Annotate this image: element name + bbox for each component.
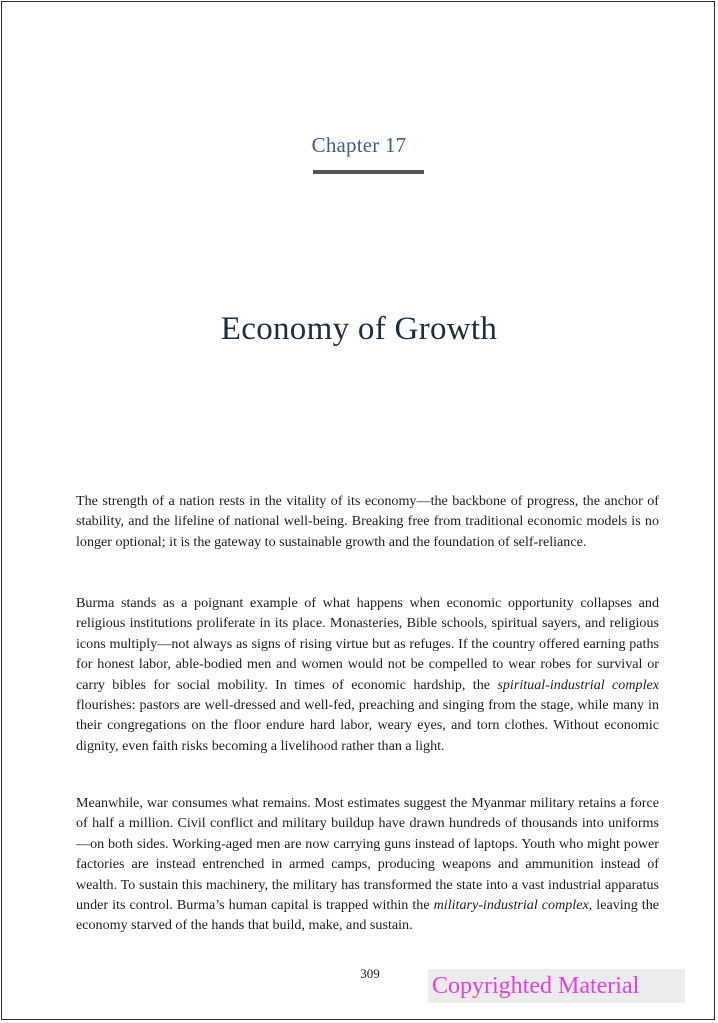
- paragraph-war-text-b: , leaving the economy starved of the hands that build, make, and sustain.: [76, 897, 659, 934]
- book-page: [1, 1, 715, 1020]
- paragraph-burma-text-b: flourishes: pastors are well-dressed and well-fed, preaching and singing from the stage, while many in their congregations on the floor endure hard labor, weary eyes, and torn clothes. Without economic dignity, even faith risks becoming a livelihood rather than a light.: [76, 697, 659, 754]
- chapter-title: Economy of Growth: [220, 311, 498, 347]
- page-number: 309: [360, 966, 380, 981]
- chapter-label: Chapter 17: [311, 133, 407, 157]
- paragraph-war: [76, 793, 659, 936]
- paragraph-intro-text: The strength of a nation rests in the vitality of its economy—the backbone of progress, the anchor of stability, and the lifeline of national well-being. Breaking free from traditional economic models is no longer optional; it is the gateway to sustainable growth and the foundation of self-reliance.: [76, 493, 659, 550]
- paragraph-burma-emphasis: spiritual-industrial complex: [497, 676, 659, 693]
- paragraph-burma: [76, 593, 659, 756]
- copyright-watermark: Copyrighted Material: [428, 969, 685, 1003]
- chapter-divider: [313, 170, 424, 174]
- paragraph-war-emphasis: military-industrial complex: [433, 897, 589, 914]
- paragraph-intro: [76, 491, 659, 552]
- paragraph-burma-text-a: Burma stands as a poignant example of what happens when economic opportunity collapses and religious institutions proliferate in its place. Monasteries, Bible schools, spiritual sayers, and religious icons multiply—not always as signs of rising virtue but as refuges. If the country offered earning paths for honest labor, able-bodied men and women would not be compelled to wear robes for survival or carry bibles for social mobility. In times of economic hardship, the: [76, 595, 659, 693]
- paragraph-war-text-a: Meanwhile, war consumes what remains. Most estimates suggest the Myanmar military retains a force of half a million. Civil conflict and military buildup have drawn hundreds of thousands into uniforms—on both sides. Working-aged men are now carrying guns instead of laptops. Youth who might power factories are instead entrenched in armed camps, producing weapons and ammunition instead of wealth. To sustain this machinery, the military has transformed the state into a vast industrial apparatus under its control. Burma’s human capital is trapped within the: [76, 795, 659, 914]
